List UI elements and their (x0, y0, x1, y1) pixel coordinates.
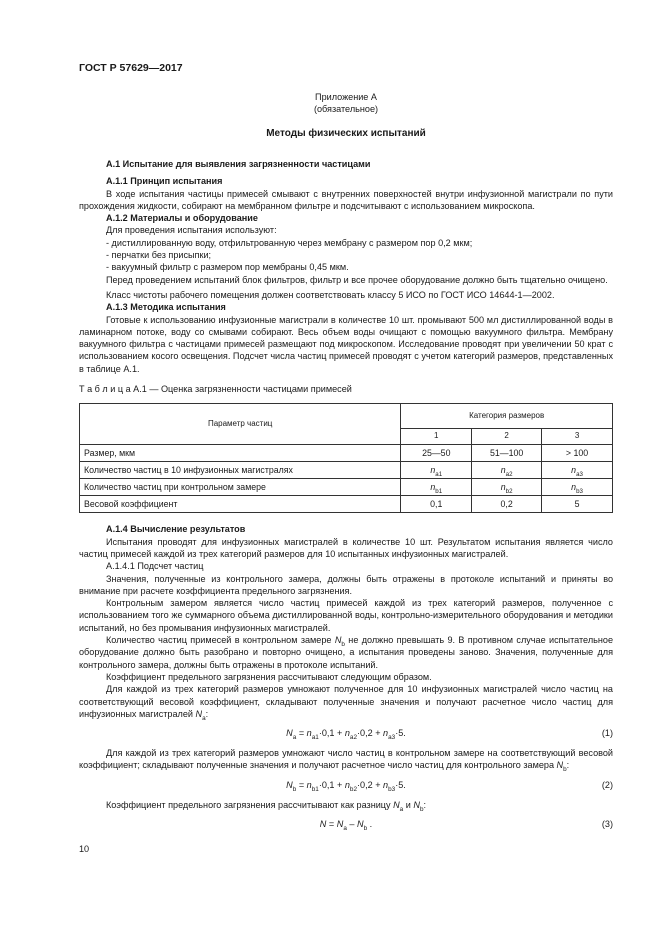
cell: $n_{b1}$ (401, 479, 472, 496)
cell: $n_{a1}$ (401, 462, 472, 479)
category-number: 3 (542, 428, 613, 445)
document-header: ГОСТ Р 57629—2017 (79, 62, 183, 74)
formula-3 (79, 814, 613, 834)
cell: 5 (542, 496, 613, 513)
row-label: Количество частиц при контрольном замере (80, 479, 401, 496)
appendix-type: (обязательное) (313, 104, 379, 114)
contamination-table (79, 403, 613, 513)
row-label: Размер, мкм (80, 445, 401, 462)
section-title: Методы физических испытаний (266, 128, 426, 139)
document-body (79, 158, 613, 834)
paragraph-control-values: Значения, полученные из контрольного замера, должны быть отражены в протоколе испытаний и приняты во внимание при расчете коэффициента предельного загрязнения. (79, 573, 613, 596)
paragraph-a13: Готовые к использованию инфузионные магистрали в количестве 10 шт. промывают 500 мл дистиллированной воды в ламинарном потоке, воду со смывами собирают. Весь объем воды очищают с помощью вакуумного фильтра. Мембрану вакуумного фильтра с частицами примесей размещают под микроскопом. Исследование проводят при увеличении 50 крат с использованием косого освещения. Подсчет числа частиц примесей проводят с учетом категорий размеров, представленных в таблице А.1. (79, 314, 613, 374)
paragraph-a12-intro: Для проведения испытания используют: (106, 225, 277, 236)
cell: $n_{a2}$ (472, 462, 542, 479)
table-row (80, 479, 613, 496)
cell: 0,2 (472, 496, 542, 513)
table-row (80, 496, 613, 513)
cell: > 100 (542, 445, 613, 462)
paragraph-control-definition: Контрольным замером является число частиц примесей каждой из трех категорий размеров, полученное с использованием того же суммарного объема дистиллированной воды, контрольно-измерительного оборудования и методики испытаний, но без промывания инфузионных магистралей. (79, 598, 613, 633)
paragraph-calc-na: Для каждой из трех категорий размеров умножают полученное для 10 инфузионных магистралей число частиц на соответствующий весовой коэффициент, складывают полученные значения и получают расчетное число частиц для инфузионных магистралей $N_a$: (79, 684, 613, 722)
formula-2-number: (2) (601, 779, 613, 790)
heading-a14: А.1.4 Вычисление результатов (106, 524, 246, 535)
list-item: - вакуумный фильтр с размером пор мембраны 0,45 мкм. (106, 262, 349, 273)
paragraph-calc-intro: Коэффициент предельного загрязнения рассчитывают следующим образом. (106, 671, 432, 682)
paragraph-a14-intro: Испытания проводят для инфузионных магистралей в количестве 10 шт. Результатом испытания является число частиц примесей каждой из трех категорий размеров для 10 испытанных инфузионных магистралей. (79, 536, 613, 559)
list-item: - перчатки без присыпки; (106, 250, 212, 261)
heading-a12: А.1.2 Материалы и оборудование (106, 213, 258, 224)
paragraph-a11: В ходе испытания частицы примесей смывают с внутренних поверхностей внутри инфузионной магистрали по пути прохождения жидкости, собирают на мембранном фильтре и подсчитывают с использованием микроскопа. (79, 188, 613, 211)
category-number: 1 (401, 428, 472, 445)
cell: $n_{a3}$ (542, 462, 613, 479)
paragraph-control-limit: Количество частиц примесей в контрольном замере $N_b$ не должно превышать 9. В противном случае испытательное оборудование должно быть разобрано и повторно очищено, а испытания проведены заново. Значения, полученные для контрольного замера, должны быть отражены в протоколе испытаний. (79, 635, 613, 670)
row-label: Весовой коэффициент (80, 496, 401, 513)
formula-3-number: (3) (601, 818, 613, 829)
heading-a13: А.1.3 Методика испытания (106, 302, 226, 313)
cell: 25—50 (401, 445, 472, 462)
formula-2 (79, 775, 613, 795)
page-number: 10 (79, 844, 90, 854)
paragraph-calc-n: Коэффициент предельного загрязнения рассчитывают как разницу $N_a$ и $N_b$: (106, 799, 427, 813)
heading-a1: А.1 Испытание для выявления загрязненности частицами (106, 159, 371, 169)
formula-2-expression: $N_b = n_{b1}\cdot 0,1 + n_{b2}\cdot 0,2 + n_{b3}\cdot 5$. (286, 779, 406, 793)
formula-3-expression: $N = N_a - N_b$ . (319, 818, 373, 832)
cell: 0,1 (401, 496, 472, 513)
formula-1-number: (1) (601, 728, 613, 739)
table-caption: Т а б л и ц а А.1 — Оценка загрязненности частицами примесей (79, 384, 352, 395)
category-header: Категория размеров (401, 404, 613, 428)
cell: $n_{b3}$ (542, 479, 613, 496)
heading-a141: А.1.4.1 Подсчет частиц (106, 561, 204, 572)
paragraph-a12-cleaning: Перед проведением испытаний блок фильтров, фильтр и все прочее оборудование должно быть тщательно очищено. (106, 274, 608, 285)
table-row (80, 445, 613, 462)
paragraph-a12-cleanroom: Класс чистоты рабочего помещения должен соответствовать классу 5 ИСО по ГОСТ ИСО 14644-1—2002. (106, 289, 555, 300)
appendix-title: Приложение А (315, 92, 377, 102)
list-item: - дистиллированную воду, отфильтрованную через мембрану с размером пор 0,2 мкм; (106, 237, 473, 248)
category-number: 2 (472, 428, 542, 445)
row-label: Количество частиц в 10 инфузионных магистралях (80, 462, 401, 479)
formula-1 (79, 723, 613, 743)
param-header: Параметр частиц (80, 404, 401, 445)
cell: $n_{b2}$ (472, 479, 542, 496)
cell: 51—100 (472, 445, 542, 462)
formula-1-expression: $N_a = n_{a1}\cdot 0,1 + n_{a2}\cdot 0,2 + n_{a3}\cdot 5$. (286, 728, 406, 741)
paragraph-calc-nb: Для каждой из трех категорий размеров умножают число частиц в контрольном замере на соответствующий весовой коэффициент; складывают полученные значения и получают расчетное число частиц для контрольного замера $N_b$: (79, 748, 613, 774)
heading-a11: А.1.1 Принцип испытания (106, 176, 223, 187)
table-row (80, 462, 613, 479)
